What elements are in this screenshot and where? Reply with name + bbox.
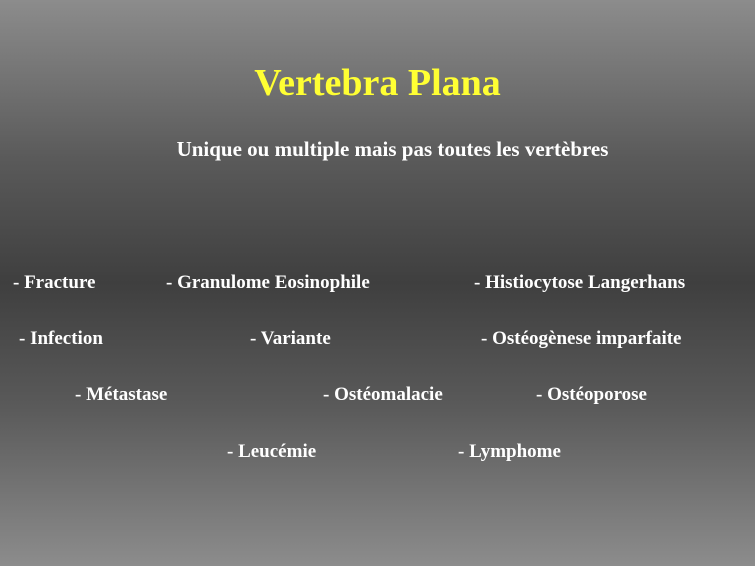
list-item-osteogenese-imparfaite: - Ostéogènese imparfaite	[481, 328, 682, 349]
list-item-leucemie: - Leucémie	[227, 441, 317, 462]
list-item-infection: - Infection	[19, 328, 103, 349]
list-item-osteomalacie: - Ostéomalacie	[323, 384, 443, 405]
slide-subtitle: Unique ou multiple mais pas toutes les vertèbres	[176, 137, 609, 161]
list-item-metastase: - Métastase	[75, 384, 168, 405]
list-item-granulome-eosinophile: - Granulome Eosinophile	[166, 272, 370, 293]
list-item-osteoporose: - Ostéoporose	[536, 384, 647, 405]
list-item-histiocytose-langerhans: - Histiocytose Langerhans	[474, 272, 686, 293]
list-item-fracture: - Fracture	[13, 272, 96, 293]
list-item-lymphome: - Lymphome	[458, 441, 561, 462]
slide-title: Vertebra Plana	[254, 62, 501, 104]
list-item-variante: - Variante	[250, 328, 331, 349]
